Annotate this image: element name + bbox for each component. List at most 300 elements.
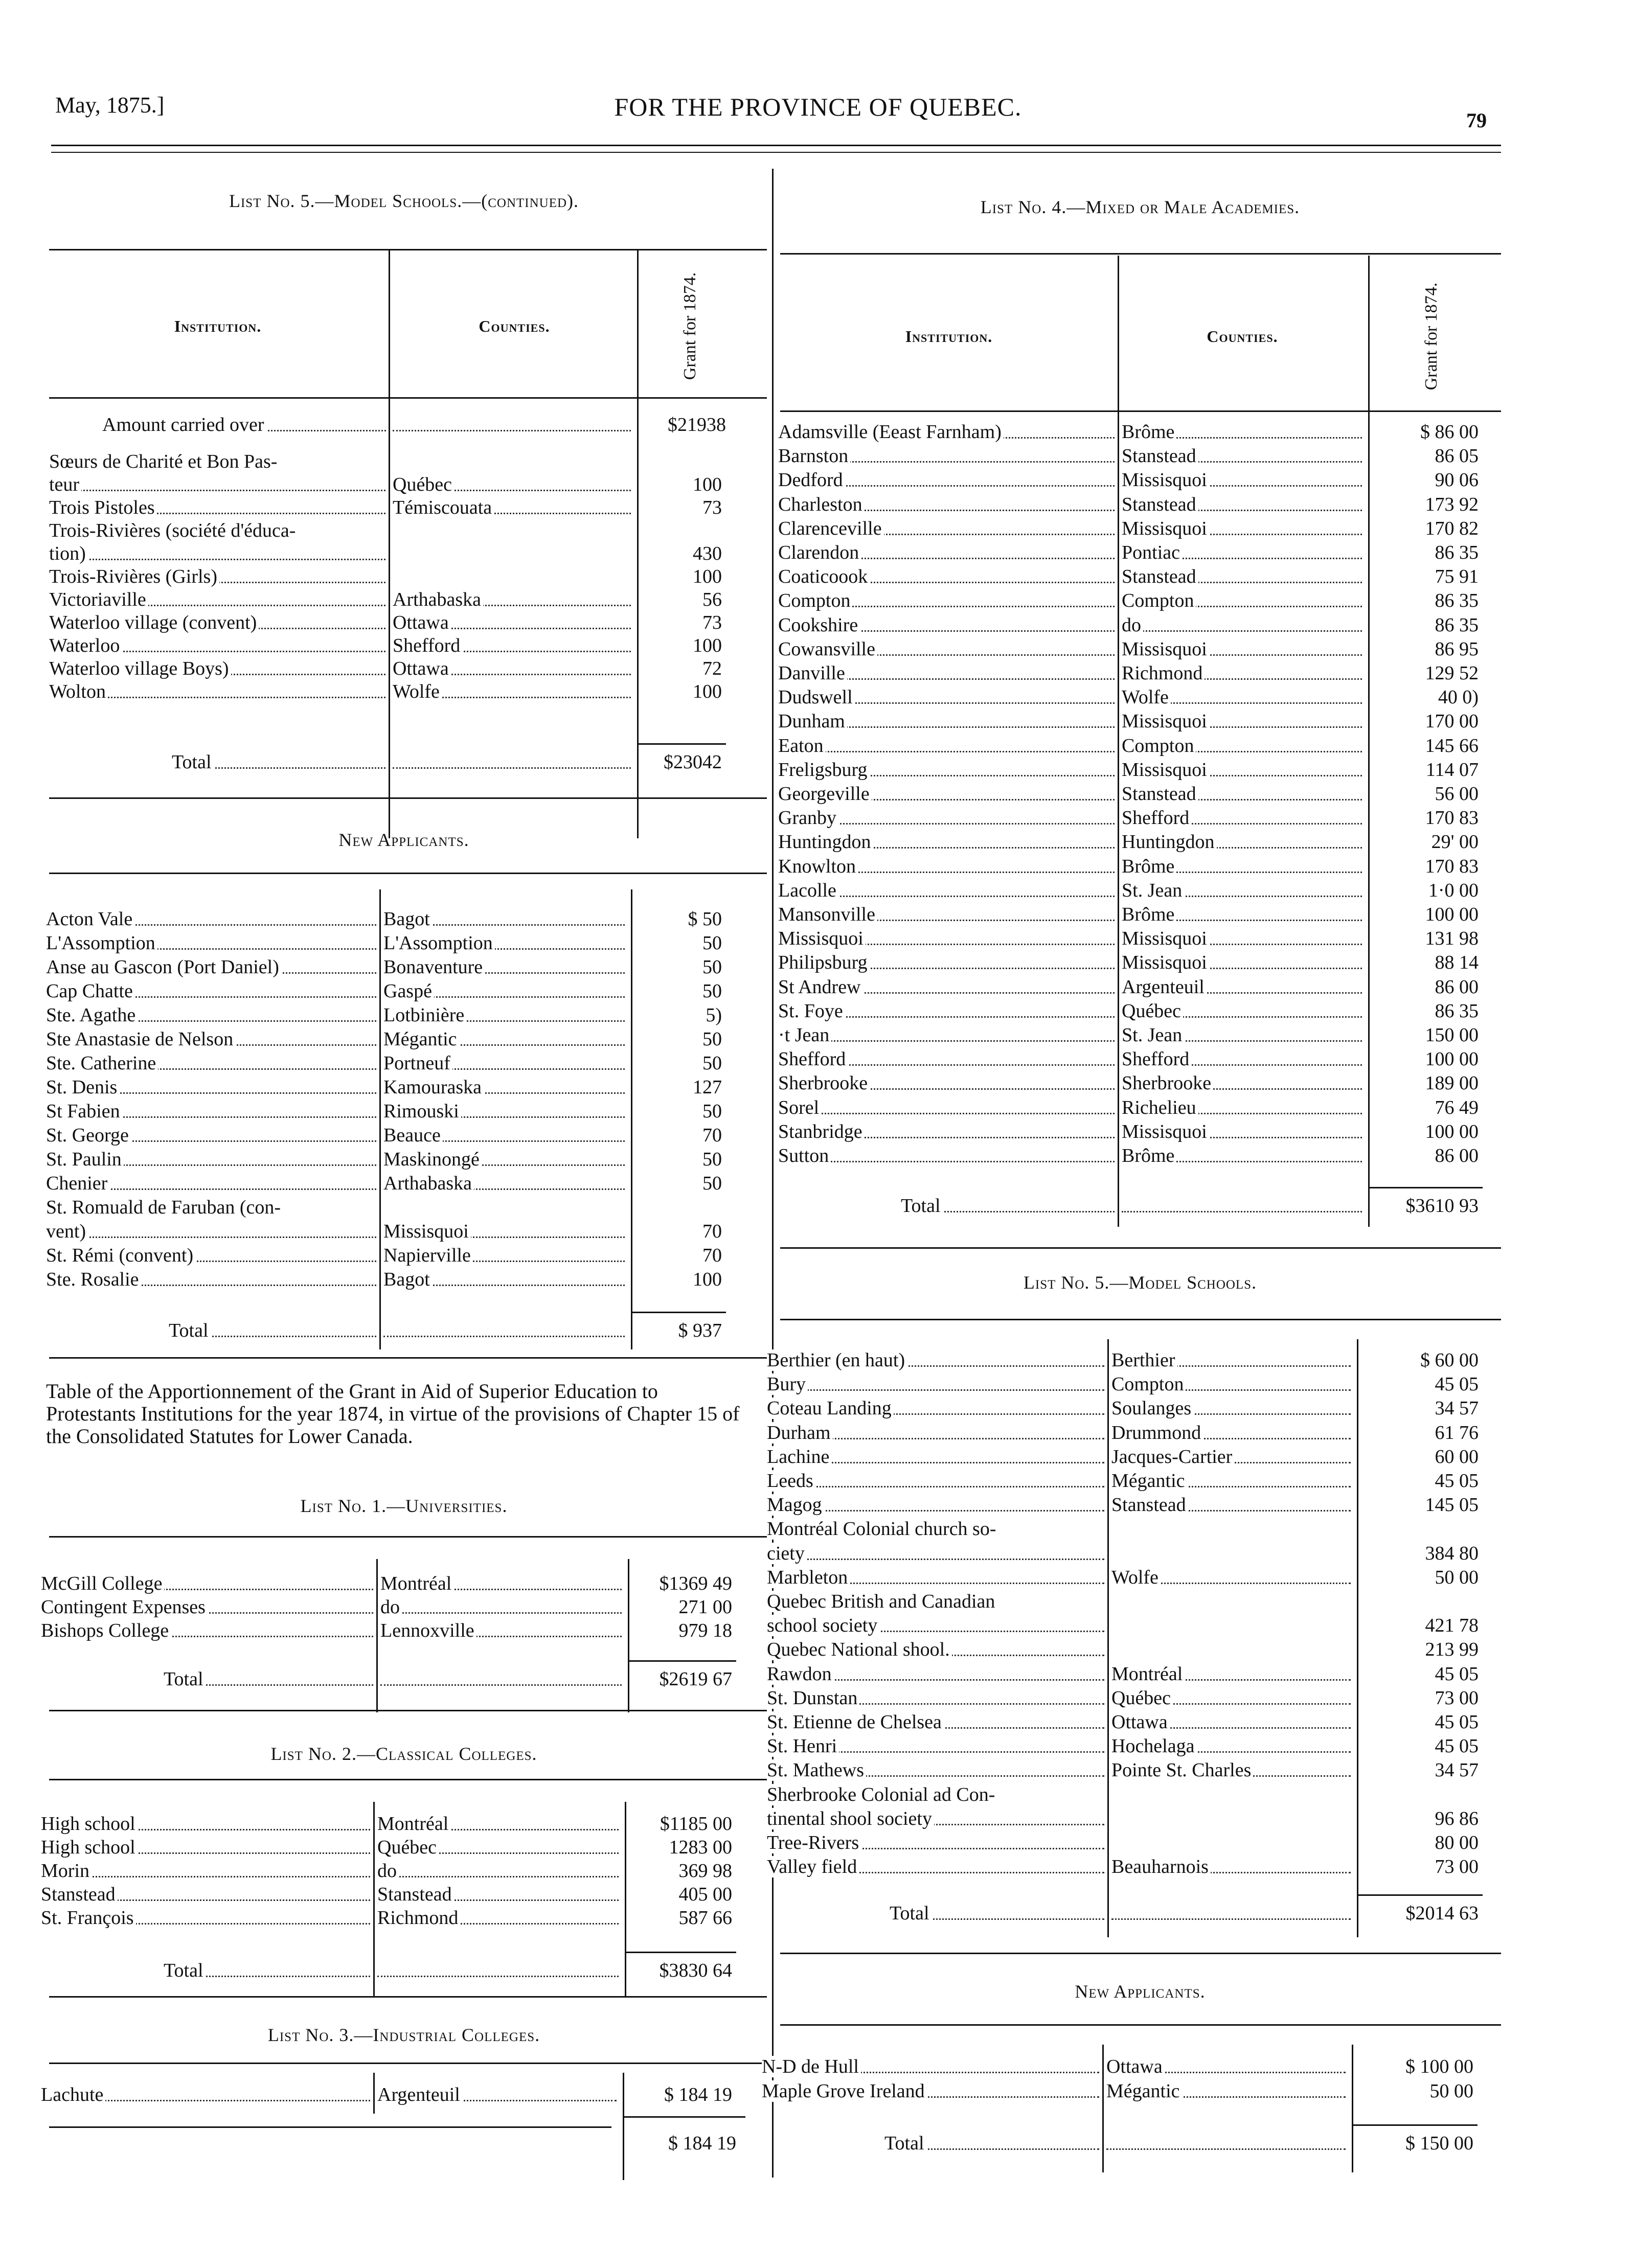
institution-name: ·t Jean xyxy=(778,1024,831,1046)
grant-amount: 100 xyxy=(693,635,722,656)
grant-amount: 75 91 xyxy=(1435,566,1479,588)
grant-amount xyxy=(1361,1590,1479,1613)
grant-amount: 145 05 xyxy=(1425,1494,1479,1516)
grant-amount: 384 80 xyxy=(1425,1542,1479,1564)
total-dots xyxy=(1106,2132,1346,2155)
grant-amount: 50 xyxy=(702,1028,722,1050)
grant-amount: 145 66 xyxy=(1425,735,1479,757)
grant-amount: 100 xyxy=(693,474,722,495)
county-cell xyxy=(1122,903,1362,926)
county-cell xyxy=(1111,1445,1351,1469)
page-number: 79 xyxy=(1466,109,1487,132)
right-list4-vline2 xyxy=(1368,256,1370,1227)
institution-cell xyxy=(41,1619,373,1642)
institution-name: Coteau Landing xyxy=(767,1398,894,1419)
county-cell xyxy=(1122,782,1362,806)
county-cell xyxy=(1111,1348,1351,1372)
institution-name: Waterloo village Boys) xyxy=(49,658,231,679)
institution-name: Barnston xyxy=(778,445,850,467)
institution-name: St. François xyxy=(41,1907,136,1929)
total-amount: $23042 xyxy=(664,751,722,773)
grant-amount: 131 98 xyxy=(1425,928,1479,950)
county-name: Richelieu xyxy=(1122,1097,1198,1118)
institution-cell xyxy=(778,541,1115,564)
institution-cell xyxy=(778,1047,1115,1071)
institution-cell xyxy=(46,1148,376,1171)
county-cell xyxy=(383,1124,625,1147)
left-list1-title: List No. 1.—Universities. xyxy=(300,1496,508,1516)
grant-amount: 50 00 xyxy=(1429,2080,1473,2102)
institution-cell xyxy=(767,1566,1104,1589)
grant-amount: $1369 49 xyxy=(659,1573,732,1594)
right-list5-head-rule xyxy=(780,1247,1501,1249)
institution-name: St. Mathews xyxy=(767,1759,866,1781)
county-name: Mégantic xyxy=(1106,2080,1182,2102)
institution-name: Freligsburg xyxy=(778,759,870,781)
grant-amount: 5) xyxy=(706,1004,722,1026)
right-list4-head-rule xyxy=(780,253,1501,255)
institution-cell xyxy=(46,931,376,955)
county-name: Stanstead xyxy=(1122,566,1198,587)
total-label: Total xyxy=(164,1960,206,1981)
county-name xyxy=(393,566,395,587)
county-name: Brôme xyxy=(1122,1145,1176,1166)
county-name xyxy=(1111,1591,1114,1612)
county-cell xyxy=(393,450,631,473)
county-cell xyxy=(1111,1469,1351,1493)
institution-cell xyxy=(49,473,385,496)
institution-cell xyxy=(778,830,1115,854)
county-name: Missisquoi xyxy=(1122,518,1209,539)
county-name xyxy=(393,520,395,541)
county-name: Lotbinière xyxy=(383,1004,466,1026)
institution-cell xyxy=(767,1348,1104,1372)
institution-name: Sorel xyxy=(778,1097,821,1118)
county-cell xyxy=(383,1148,625,1171)
county-cell xyxy=(393,611,631,634)
left-new-head-rule xyxy=(49,797,767,799)
institution-name: Trois-Rivières (Girls) xyxy=(49,566,219,587)
county-name: Napierville xyxy=(383,1245,473,1266)
grant-amount: 127 xyxy=(693,1076,722,1098)
institution-cell xyxy=(778,1144,1115,1167)
county-cell xyxy=(1122,999,1362,1023)
total-rule xyxy=(1368,1187,1483,1188)
county-name: Shefford xyxy=(1122,807,1191,829)
county-name: Témiscouata xyxy=(393,497,494,518)
institution-cell xyxy=(778,782,1115,806)
grant-amount: 369 98 xyxy=(678,1860,732,1882)
institution-cell xyxy=(49,657,385,680)
page-title: FOR THE PROVINCE OF QUEBEC. xyxy=(614,93,1022,121)
institution-cell xyxy=(778,1120,1115,1143)
county-name: Montréal xyxy=(380,1573,453,1594)
county-cell xyxy=(1122,879,1362,902)
county-cell xyxy=(383,1268,625,1291)
county-name: Bagot xyxy=(383,908,432,930)
institution-cell xyxy=(778,685,1115,709)
right-list4-title: List No. 4.—Mixed or Male Academies. xyxy=(980,197,1300,217)
county-name: Missisquoi xyxy=(1122,1121,1209,1142)
county-cell xyxy=(380,1595,622,1619)
institution-cell xyxy=(778,927,1115,950)
county-name: Lennoxville xyxy=(380,1620,476,1641)
left-col-institution: Institution. xyxy=(174,317,262,335)
county-name: Drummond xyxy=(1111,1422,1203,1444)
institution-cell xyxy=(46,1003,376,1027)
institution-name: St. George xyxy=(46,1125,131,1146)
left-list3-title: List No. 3.—Industrial Colleges. xyxy=(267,2025,540,2045)
county-cell xyxy=(393,657,631,680)
left-apportion-rule xyxy=(49,1357,767,1359)
grant-amount: 86 95 xyxy=(1435,638,1479,660)
right-list4-colhead-rule xyxy=(780,410,1501,412)
left-list3-bottom-rule xyxy=(49,2126,611,2128)
institution-name: Granby xyxy=(778,807,838,829)
county-cell xyxy=(1111,1542,1351,1565)
county-cell xyxy=(1122,517,1362,540)
total-label: Total xyxy=(890,1903,931,1924)
county-name: Brôme xyxy=(1122,421,1176,443)
institution-name: vent) xyxy=(46,1221,88,1242)
county-cell xyxy=(1111,1783,1351,1806)
county-name: Québec xyxy=(377,1837,439,1858)
left-col-counties: Counties. xyxy=(479,317,550,335)
county-name: Sherbrooke xyxy=(1122,1072,1213,1094)
institution-name: Lachute xyxy=(41,2084,105,2105)
right-col-counties: Counties. xyxy=(1207,327,1278,346)
county-name: Ottawa xyxy=(1106,2056,1165,2077)
county-name: Missisquoi xyxy=(1122,638,1209,660)
institution-cell xyxy=(767,1734,1104,1758)
institution-name: St. Foye xyxy=(778,1000,845,1022)
institution-cell xyxy=(778,637,1115,661)
institution-cell xyxy=(46,1172,376,1195)
institution-name: St. Rémi (convent) xyxy=(46,1245,195,1266)
county-cell xyxy=(383,955,625,979)
institution-name: tion) xyxy=(49,543,88,564)
institution-name: Quebec British and Canadian xyxy=(767,1591,997,1612)
total-dots xyxy=(393,750,631,774)
county-name: Argenteuil xyxy=(377,2084,462,2105)
institution-cell xyxy=(46,1027,376,1051)
institution-name: Chenier xyxy=(46,1173,109,1194)
county-cell xyxy=(383,1051,625,1075)
county-name: Missisquoi xyxy=(1122,469,1209,491)
institution-name: Stanstead xyxy=(41,1884,118,1905)
left-list2-vline2 xyxy=(625,1802,626,1996)
institution-cell xyxy=(41,1572,373,1595)
institution-name: Contingent Expenses xyxy=(41,1596,208,1618)
institution-name: High school xyxy=(41,1837,138,1858)
county-name: Québec xyxy=(393,474,454,495)
grant-amount xyxy=(635,1196,722,1219)
institution-name: Cookshire xyxy=(778,614,860,636)
right-list5-vline1 xyxy=(1107,1339,1109,1937)
left-list3-total-amount: $ 184 19 xyxy=(668,2133,736,2154)
institution-cell xyxy=(49,588,385,611)
grant-amount xyxy=(641,450,722,473)
county-name: Bagot xyxy=(383,1269,432,1290)
county-name xyxy=(393,543,395,564)
county-cell xyxy=(1122,637,1362,661)
county-name: St. Jean xyxy=(1122,880,1184,901)
institution-cell xyxy=(778,855,1115,878)
county-cell xyxy=(1122,565,1362,588)
total-label-cell xyxy=(890,1902,1104,1925)
institution-cell xyxy=(778,420,1115,444)
institution-cell xyxy=(767,1855,1104,1878)
institution-cell xyxy=(778,879,1115,902)
institution-name: Waterloo village (convent) xyxy=(49,612,259,633)
county-name: Soulanges xyxy=(1111,1398,1193,1419)
grant-amount: $ 86 00 xyxy=(1420,421,1479,443)
institution-name: Maple Grove Ireland xyxy=(762,2080,927,2102)
county-name xyxy=(1111,1543,1114,1564)
header-date: May, 1875.] xyxy=(55,93,165,118)
total-rule xyxy=(1357,1894,1483,1896)
total-amount: $ 937 xyxy=(678,1320,722,1341)
county-name: Arthabaska xyxy=(393,589,483,610)
county-cell xyxy=(383,1172,625,1195)
grant-amount: 170 83 xyxy=(1425,807,1479,829)
institution-name: Montréal Colonial church so- xyxy=(767,1518,998,1540)
county-name: Beauce xyxy=(383,1125,443,1146)
county-cell xyxy=(1111,1831,1351,1854)
institution-name: Shefford xyxy=(778,1048,848,1070)
right-col-grant: Grant for 1874. xyxy=(1422,282,1441,391)
institution-cell xyxy=(49,565,385,588)
county-name: Richmond xyxy=(377,1907,460,1929)
county-cell xyxy=(1122,685,1362,709)
institution-cell xyxy=(767,1445,1104,1469)
county-name: Wolfe xyxy=(1111,1567,1161,1588)
institution-cell xyxy=(778,709,1115,733)
right-new-head-rule xyxy=(780,1953,1501,1954)
grant-amount: $1185 00 xyxy=(660,1813,732,1835)
institution-name: Trois-Rivières (société d'éduca- xyxy=(49,520,298,541)
county-name: Québec xyxy=(1122,1000,1183,1022)
institution-name: Valley field xyxy=(767,1856,859,1877)
total-label-cell xyxy=(884,2132,1099,2155)
county-cell xyxy=(1122,830,1362,854)
institution-name: St. Dunstan xyxy=(767,1687,859,1709)
county-cell xyxy=(1122,1023,1362,1047)
institution-name: Danville xyxy=(778,662,847,684)
grant-amount: 34 57 xyxy=(1435,1759,1479,1781)
total-label: Total xyxy=(884,2133,926,2154)
county-cell xyxy=(1111,1710,1351,1734)
left-new-vline1 xyxy=(379,889,381,1349)
grant-amount: 50 xyxy=(702,932,722,954)
total-amount: $3610 93 xyxy=(1405,1195,1479,1217)
institution-cell xyxy=(778,565,1115,588)
grant-amount: 50 00 xyxy=(1435,1566,1479,1588)
county-name: Wolfe xyxy=(1122,686,1171,708)
institution-cell xyxy=(778,1071,1115,1095)
institution-name: Berthier (en haut) xyxy=(767,1349,907,1371)
county-cell xyxy=(1111,1758,1351,1782)
county-cell xyxy=(1122,806,1362,830)
grant-amount: 56 00 xyxy=(1435,783,1479,805)
grant-amount: 100 00 xyxy=(1425,1048,1479,1070)
institution-cell xyxy=(778,734,1115,758)
total-amount: $3830 64 xyxy=(659,1960,732,1981)
institution-name: Durham xyxy=(767,1422,833,1444)
total-rule xyxy=(1352,2124,1478,2126)
grant-amount: 45 05 xyxy=(1435,1711,1479,1733)
right-list5-vline2 xyxy=(1357,1339,1358,1937)
institution-cell xyxy=(778,1096,1115,1119)
institution-cell xyxy=(767,1686,1104,1710)
institution-cell xyxy=(778,1023,1115,1047)
county-cell xyxy=(1122,1047,1362,1071)
institution-cell xyxy=(46,1051,376,1075)
grant-amount: 100 xyxy=(693,1269,722,1290)
county-name: Missisquoi xyxy=(1122,759,1209,781)
county-name: Montréal xyxy=(1111,1663,1185,1685)
grant-amount: 213 99 xyxy=(1425,1639,1479,1661)
institution-cell xyxy=(767,1638,1104,1661)
institution-cell xyxy=(49,496,385,519)
institution-name: Bury xyxy=(767,1373,808,1395)
institution-name: High school xyxy=(41,1813,138,1835)
total-label: Total xyxy=(172,751,214,773)
county-cell xyxy=(377,1836,619,1859)
grant-amount: 430 xyxy=(693,543,722,564)
grant-amount: $ 100 00 xyxy=(1405,2056,1473,2077)
county-name: Missisquoi xyxy=(1122,711,1209,732)
grant-amount: 100 xyxy=(693,681,722,702)
grant-amount: 73 xyxy=(702,612,722,633)
grant-amount: 100 xyxy=(693,566,722,587)
institution-cell xyxy=(778,999,1115,1023)
institution-name: Clarenceville xyxy=(778,518,884,539)
institution-name: Sherbrooke xyxy=(778,1072,870,1094)
institution-cell xyxy=(778,903,1115,926)
county-cell xyxy=(383,1027,625,1051)
left-list5-vline2 xyxy=(637,250,639,838)
right-list5-title: List No. 5.—Model Schools. xyxy=(1023,1272,1257,1293)
county-cell xyxy=(1111,1590,1351,1613)
grant-amount: 50 xyxy=(702,980,722,1002)
institution-cell xyxy=(46,1124,376,1147)
institution-cell xyxy=(46,1075,376,1099)
grant-amount: 45 05 xyxy=(1435,1663,1479,1685)
left-list5-head-rule xyxy=(49,249,767,250)
institution-name: Marbleton xyxy=(767,1567,850,1588)
total-dots xyxy=(1122,1194,1362,1218)
grant-amount: 86 35 xyxy=(1435,590,1479,612)
grant-amount: 129 52 xyxy=(1425,662,1479,684)
left-list5-vline1 xyxy=(389,250,390,838)
county-cell xyxy=(1122,444,1362,468)
county-cell xyxy=(1111,1493,1351,1517)
county-cell xyxy=(393,680,631,703)
county-cell xyxy=(377,1859,619,1883)
institution-cell xyxy=(46,1099,376,1123)
county-name: Missisquoi xyxy=(1122,952,1209,973)
institution-name: Adamsville (Eeast Farnham) xyxy=(778,421,1004,443)
institution-name: Knowlton xyxy=(778,856,858,877)
institution-cell xyxy=(41,1595,373,1619)
institution-name: Ste. Catherine xyxy=(46,1052,158,1074)
county-cell xyxy=(1122,951,1362,974)
grant-amount: 96 86 xyxy=(1435,1807,1479,1829)
grant-amount: 1283 00 xyxy=(669,1837,732,1858)
county-name: Ottawa xyxy=(393,612,451,633)
county-cell xyxy=(1122,613,1362,637)
left-list5-colhead-rule xyxy=(49,397,767,399)
right-new-vline1 xyxy=(1102,2045,1104,2172)
county-cell xyxy=(383,1003,625,1027)
institution-cell xyxy=(778,517,1115,540)
grant-amount: 40 0) xyxy=(1438,686,1479,708)
county-cell xyxy=(393,542,631,565)
institution-cell xyxy=(778,758,1115,782)
grant-amount: 587 66 xyxy=(678,1907,732,1929)
county-cell xyxy=(383,1099,625,1123)
institution-cell xyxy=(778,493,1115,516)
grant-amount: 114 07 xyxy=(1425,759,1479,781)
county-cell xyxy=(1122,1120,1362,1143)
grant-amount: 70 xyxy=(702,1125,722,1146)
grant-amount: 1·0 00 xyxy=(1428,879,1479,901)
county-name xyxy=(1111,1832,1114,1853)
county-name: Stanstead xyxy=(1122,494,1198,515)
header-rule-bottom xyxy=(51,152,1501,153)
county-cell xyxy=(1122,541,1362,564)
county-cell xyxy=(383,1196,625,1219)
institution-cell xyxy=(778,444,1115,468)
county-name: Compton xyxy=(1122,590,1196,611)
grant-amount: 271 00 xyxy=(678,1596,732,1618)
left-new-vline2 xyxy=(631,889,632,1349)
grant-amount: 50 xyxy=(702,956,722,978)
right-new-applicants-title: New Applicants. xyxy=(1075,1981,1206,2002)
grant-amount: 88 14 xyxy=(1435,952,1479,974)
institution-name: Cowansville xyxy=(778,638,877,660)
grant-amount: 56 xyxy=(702,589,722,610)
county-cell xyxy=(1122,468,1362,492)
institution-cell xyxy=(49,634,385,657)
left-list3-vline2 xyxy=(623,2073,624,2180)
left-list3-vline1 xyxy=(373,2073,375,2114)
grant-amount: 421 78 xyxy=(1425,1615,1479,1637)
institution-name: Bishops College xyxy=(41,1620,171,1641)
institution-cell xyxy=(767,1542,1104,1565)
institution-cell xyxy=(41,1812,370,1836)
grant-amount: $ 60 00 xyxy=(1420,1349,1479,1371)
grant-amount: 86 35 xyxy=(1435,614,1479,636)
institution-cell xyxy=(767,1372,1104,1396)
grant-amount: 90 06 xyxy=(1435,469,1479,491)
institution-name: Sutton xyxy=(778,1145,831,1166)
grant-amount: 45 05 xyxy=(1435,1470,1479,1492)
county-name: Pontiac xyxy=(1122,542,1182,563)
county-cell xyxy=(393,473,631,496)
county-name: Ottawa xyxy=(393,658,451,679)
institution-cell xyxy=(46,1220,376,1243)
institution-name: Cap Chatte xyxy=(46,980,135,1002)
county-cell xyxy=(1111,1734,1351,1758)
institution-name: Victoriaville xyxy=(49,589,148,610)
county-cell xyxy=(383,1075,625,1099)
institution-name: Magog xyxy=(767,1494,824,1516)
county-name: Kamouraska xyxy=(383,1076,484,1098)
institution-name: teur xyxy=(49,474,81,495)
institution-cell xyxy=(41,1836,370,1859)
